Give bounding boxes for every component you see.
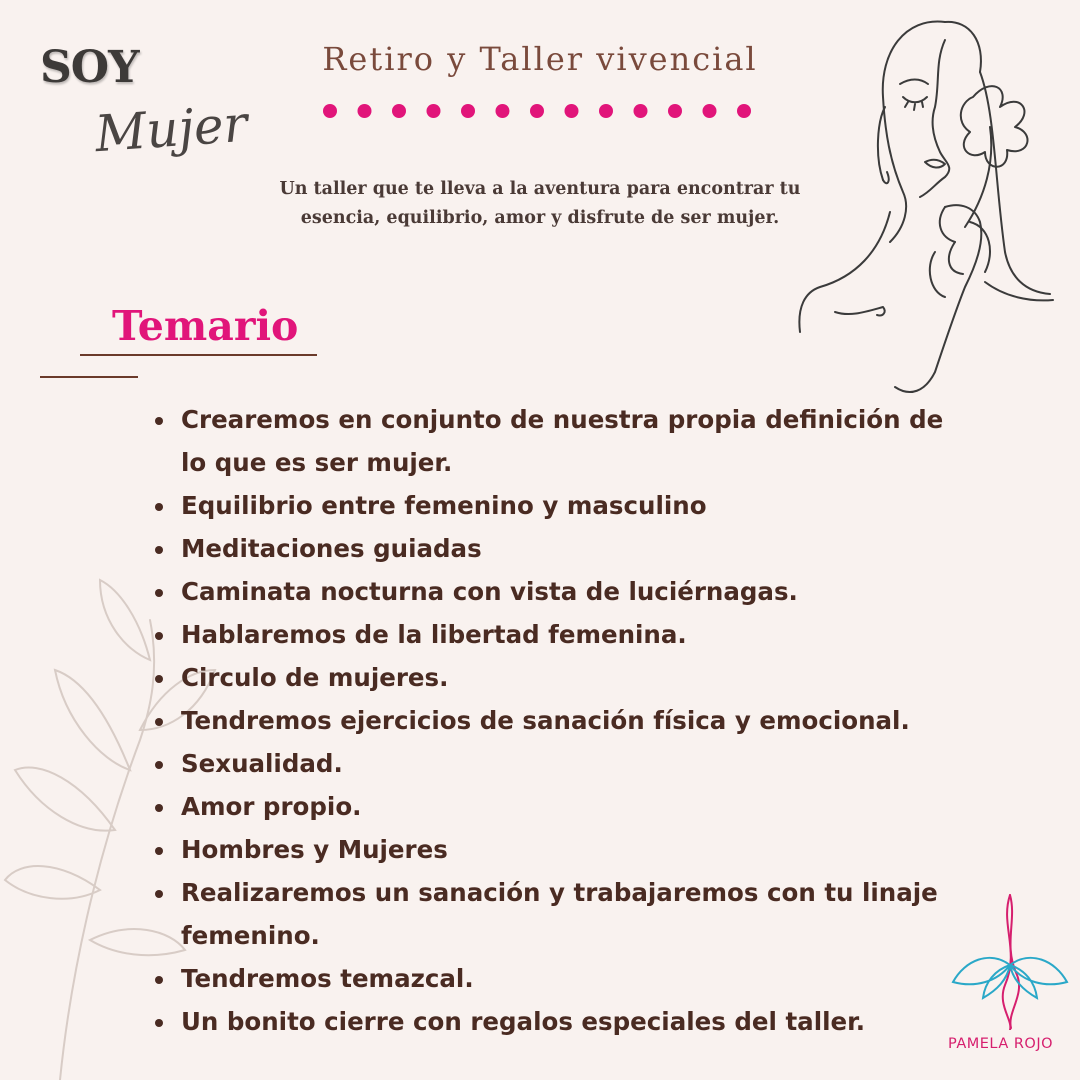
list-item xyxy=(155,742,955,785)
decorative-dot xyxy=(703,104,717,118)
decorative-dot xyxy=(392,104,406,118)
topic-text: Tendremos ejercicios de sanación física y emocional. xyxy=(181,706,910,735)
decorative-dot xyxy=(496,104,510,118)
intro-line-1: Un taller que te lleva a la aventura para encontrar tu xyxy=(279,179,801,199)
decorative-dots xyxy=(318,99,758,123)
lotus-logo-icon xyxy=(945,890,1075,1030)
woman-face-line-art-icon xyxy=(795,12,1055,397)
bullet-icon xyxy=(155,847,163,855)
list-item xyxy=(155,871,955,957)
topic-text: Realizaremos un sanación y trabajaremos con tu linaje femenino. xyxy=(181,878,938,950)
heading-underline-short xyxy=(40,376,138,378)
list-item xyxy=(155,656,955,699)
bullet-icon xyxy=(155,503,163,511)
list-item xyxy=(155,957,955,1000)
bullet-icon xyxy=(155,890,163,898)
intro-text xyxy=(255,175,825,233)
heading-underline xyxy=(80,354,317,356)
decorative-dot xyxy=(358,104,372,118)
list-item xyxy=(155,828,955,871)
section-heading: Temario xyxy=(112,302,299,350)
list-item xyxy=(155,699,955,742)
bullet-icon xyxy=(155,589,163,597)
list-item xyxy=(155,527,955,570)
intro-line-2: esencia, equilibrio, amor y disfrute de ser mujer. xyxy=(300,208,780,228)
list-item xyxy=(155,398,955,484)
list-item xyxy=(155,484,955,527)
bullet-icon xyxy=(155,976,163,984)
decorative-dot xyxy=(599,104,613,118)
topic-text: Tendremos temazcal. xyxy=(181,964,474,993)
topic-text: Crearemos en conjunto de nuestra propia definición de lo que es ser mujer. xyxy=(181,405,944,477)
list-item xyxy=(155,570,955,613)
topic-text: Hombres y Mujeres xyxy=(181,835,448,864)
topic-text: Amor propio. xyxy=(181,792,362,821)
bullet-icon xyxy=(155,417,163,425)
bullet-icon xyxy=(155,718,163,726)
bullet-icon xyxy=(155,675,163,683)
decorative-dot xyxy=(668,104,682,118)
decorative-dot xyxy=(461,104,475,118)
list-item xyxy=(155,785,955,828)
topic-text: Sexualidad. xyxy=(181,749,343,778)
bullet-icon xyxy=(155,546,163,554)
bullet-icon xyxy=(155,804,163,812)
topic-text: Meditaciones guiadas xyxy=(181,534,482,563)
list-item xyxy=(155,613,955,656)
decorative-dot xyxy=(530,104,544,118)
topic-list xyxy=(155,398,955,1043)
topic-text: Caminata nocturna con vista de luciérnagas. xyxy=(181,577,798,606)
brand-mujer-script: Mujer xyxy=(93,94,250,164)
decorative-dot xyxy=(427,104,441,118)
decorative-dot xyxy=(737,104,751,118)
topic-text: Un bonito cierre con regalos especiales del taller. xyxy=(181,1007,866,1036)
list-item xyxy=(155,1000,955,1043)
topic-text: Circulo de mujeres. xyxy=(181,663,449,692)
decorative-dot xyxy=(323,104,337,118)
decorative-dot xyxy=(565,104,579,118)
event-subtitle: Retiro y Taller vivencial xyxy=(322,40,758,78)
topic-text: Hablaremos de la libertad femenina. xyxy=(181,620,687,649)
decorative-dot xyxy=(634,104,648,118)
bullet-icon xyxy=(155,632,163,640)
brand-soy: SOY xyxy=(40,42,139,93)
logo-name: PAMELA ROJO xyxy=(948,1036,1054,1052)
bullet-icon xyxy=(155,761,163,769)
bullet-icon xyxy=(155,1019,163,1027)
topic-text: Equilibrio entre femenino y masculino xyxy=(181,491,707,520)
